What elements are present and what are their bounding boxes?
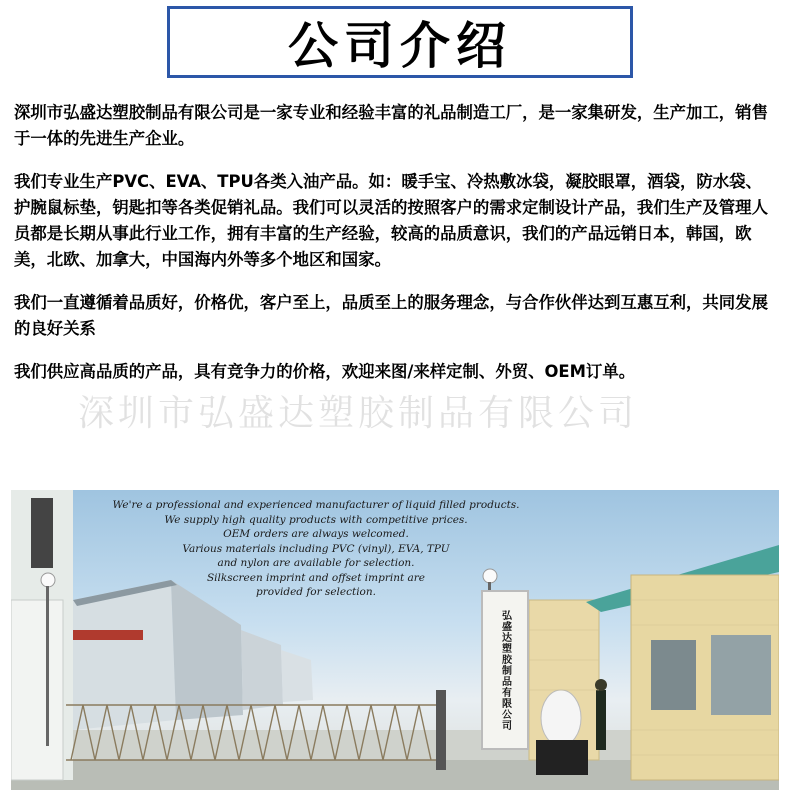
paragraph-company: 深圳市弘盛达塑胶制品有限公司是一家专业和经验丰富的礼品制造工厂，是一家集研发，生产加工，销售于一体的先进生产企业。 bbox=[14, 103, 768, 148]
page-title: 公司介绍 bbox=[288, 17, 512, 75]
caption-line: Various materials including PVC (vinyl), EVA, TPU bbox=[182, 542, 450, 555]
photo-caption bbox=[11, 498, 621, 600]
paragraph-philosophy: 我们一直遵循着品质好，价格优，客户至上，品质至上的服务理念，与合作伙伴达到互惠互利，共同发展的良好关系 bbox=[14, 293, 768, 338]
title-banner bbox=[167, 6, 633, 78]
company-sign bbox=[481, 590, 529, 750]
factory-photo bbox=[11, 490, 779, 790]
caption-line: Silkscreen imprint and offset imprint are bbox=[206, 571, 426, 584]
caption-line: provided for selection. bbox=[256, 586, 376, 598]
paragraph-offer: 我们供应高品质的产品，具有竞争力的价格，欢迎来图/来样定制、外贸、OEM订单。 bbox=[14, 362, 636, 381]
caption-line: We're a professional and experienced manufacturer of liquid filled products. bbox=[112, 499, 520, 511]
caption-line: and nylon are available for selection. bbox=[217, 557, 415, 569]
caption-line: OEM orders are always welcomed. bbox=[223, 528, 409, 540]
intro-text bbox=[14, 100, 776, 402]
caption-line: We supply high quality products with competitive prices. bbox=[164, 513, 468, 526]
watermark: 深圳市弘盛达塑胶制品有限公司 bbox=[78, 393, 639, 434]
sign-text: 弘盛达塑胶制品有限公司 bbox=[499, 610, 511, 731]
paragraph-products: 我们专业生产PVC、EVA、TPU各类入油产品。如：暖手宝、冷热敷冰袋，凝胶眼罩，酒袋，防水袋、护腕鼠标垫，钥匙扣等各类促销礼品。我们可以灵活的按照客户的需求定制设计产品，我们生产及管理人员都是长期从事此行业工作，拥有丰富的生产经验，较高的品质意识，我们的产品远销日本，韩国，欧美，北欧、加拿大，中国海内外等多个地区和国家。 bbox=[14, 172, 768, 269]
